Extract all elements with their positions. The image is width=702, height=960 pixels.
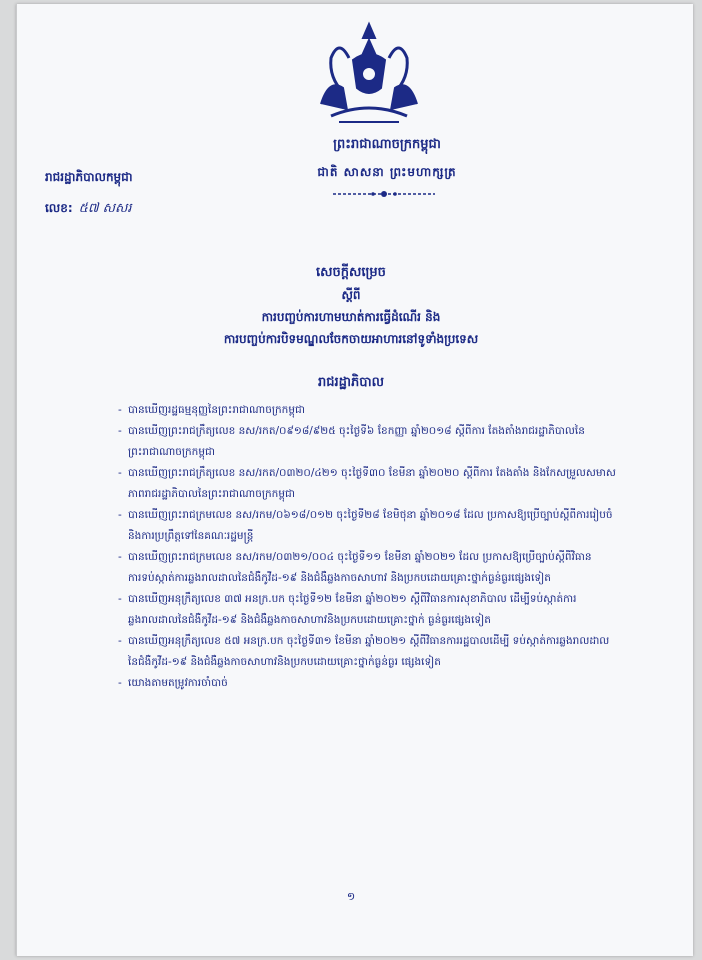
list-item: - បានឃើញព្រះរាជក្រឹត្យលេខ នស/រកត/០៣២០/៤២១ ចុះថ្ងៃទី៣០ ខែមីនា ឆ្នាំ២០២០ ស្តីពីការ តែងតាំង និងកែសម្រួលសមាសភាពរាជរដ្ឋាភិបាលនៃព្រះរាជាណាចក្រកម្ពុជា: [118, 463, 618, 505]
list-item: - បានឃើញព្រះរាជក្រឹត្យលេខ នស/រកត/០៩១៨/៩២៥ ចុះថ្ងៃទី៦ ខែកញ្ញា ឆ្នាំ២០១៨ ស្តីពីការ តែងតាំងរាជរដ្ឋាភិបាលនៃព្រះរាជាណាចក្រកម្ពុជា: [118, 421, 618, 463]
list-item: - បានឃើញអនុក្រឹត្យលេខ ៣៧ អនក្រ.បក ចុះថ្ងៃទី១២ ខែមីនា ឆ្នាំ២០២១ ស្តីពីវិធានការសុខាភិបាល ដើម្បីទប់ស្កាត់ការឆ្លងរាលដាលនៃជំងឺកូវីដ-១៩ និងជំងឺឆ្លងកាចសាហាវនិងប្រកបដោយគ្រោះថ្នាក់ ធ្ងន់ធ្ងរផ្សេងទៀត: [118, 589, 618, 631]
page-number: ១: [346, 890, 356, 903]
document-number-value: ៥៧ សសរ: [78, 201, 132, 216]
list-item: - បានឃើញព្រះរាជក្រមលេខ នស/រកម/០៦១៨/០១២ ចុះថ្ងៃទី២៨ ខែមិថុនា ឆ្នាំ២០១៨ ដែល ប្រកាសឱ្យប្រើច្បាប់ស្តីពីការរៀបចំ និងការប្រព្រឹត្តទៅនៃគណៈរដ្ឋមន្ត្រី: [118, 505, 618, 547]
decision-title: សេចក្តីសម្រេច: [316, 265, 386, 280]
list-item: - យោងតាមតម្រូវការចាំបាច់: [118, 673, 618, 694]
kingdom-title: ព្រះរាជាណាចក្រកម្ពុជា: [333, 137, 441, 152]
on-subtitle: ស្តីពី: [341, 288, 361, 302]
list-item: - បានឃើញរដ្ឋធម្មនុញ្ញនៃព្រះរាជាណាចក្រកម្ពុជា: [118, 400, 618, 421]
subject-line-1: ការបញ្ចប់ការហាមឃាត់ការធ្វើដំណើរ និង: [261, 310, 441, 324]
national-motto: ជាតិ សាសនា ព្រះមហាក្សត្រ: [317, 165, 457, 179]
ornament-divider-icon: [329, 188, 439, 200]
section-heading: រាជរដ្ឋាភិបាល: [317, 375, 384, 390]
subject-line-2: ការបញ្ចប់ការបិទមណ្ឌលចែកចាយអាហារនៅទូទាំងប្រទេស: [223, 332, 479, 346]
legal-basis-list: [118, 400, 618, 694]
document-number-label: លេខ:: [45, 201, 73, 215]
document-number: [45, 200, 132, 219]
decision-titles: [0, 262, 702, 350]
royal-arms-emblem-icon: [309, 18, 429, 128]
list-item: - បានឃើញព្រះរាជក្រមលេខ នស/រកម/០៣២១/០០៤ ចុះថ្ងៃទី១១ ខែមីនា ឆ្នាំ២០២១ ដែល ប្រកាសឱ្យប្រើច្បាប់ស្តីពីវិធានការទប់ស្កាត់ការឆ្លងរាលដាលនៃជំងឺកូវីដ-១៩ និងជំងឺឆ្លងកាចសាហាវ និងប្រកបដោយគ្រោះថ្នាក់ធ្ងន់ធ្ងរផ្សេងទៀត: [118, 547, 618, 589]
issuing-government: រាជរដ្ឋាភិបាលកម្ពុជា: [45, 170, 133, 184]
list-item: - បានឃើញអនុក្រឹត្យលេខ ៥៧ អនក្រ.បក ចុះថ្ងៃទី៣១ ខែមីនា ឆ្នាំ២០២១ ស្តីពីវិធានការរដ្ឋបាលដើម្បី ទប់ស្កាត់ការឆ្លងរាលដាលនៃជំងឺកូវីដ-១៩ និងជំងឺឆ្លងកាចសាហាវនិងប្រកបដោយគ្រោះថ្នាក់ធ្ងន់ធ្ងរ ផ្សេងទៀត: [118, 631, 618, 673]
